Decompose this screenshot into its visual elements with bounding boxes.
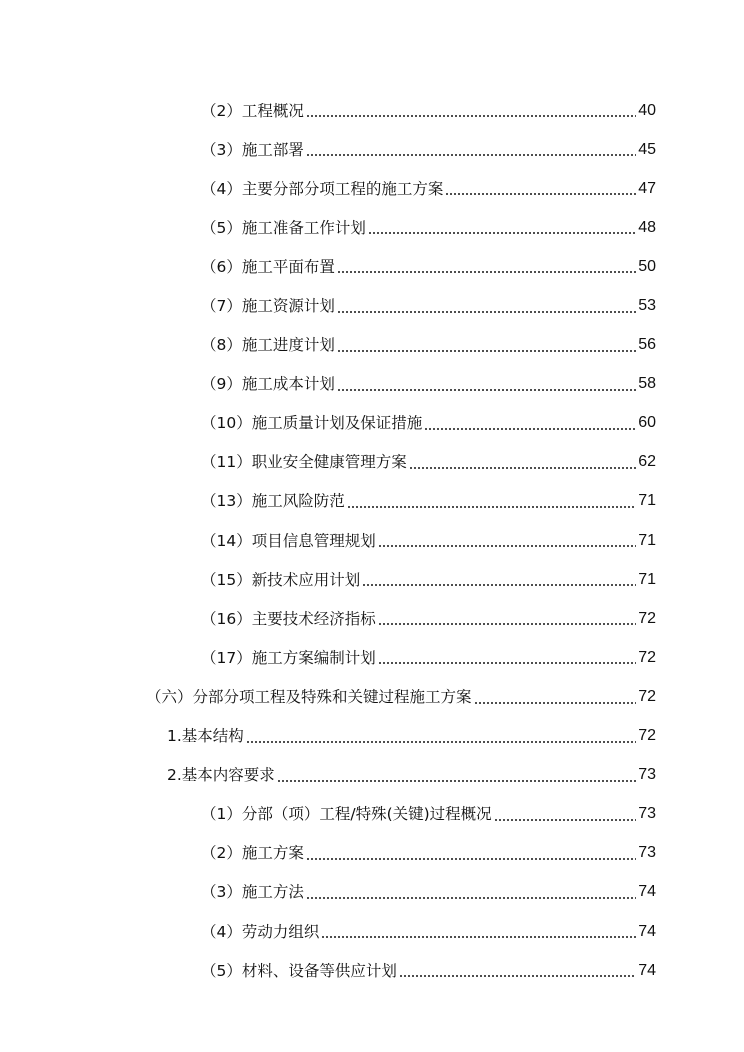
toc-entry[interactable] <box>0 482 744 521</box>
toc-entry-label: （6）施工平面布置 <box>201 257 335 276</box>
toc-entry[interactable] <box>0 326 744 365</box>
dot-leader <box>337 311 636 313</box>
dot-leader <box>424 428 636 430</box>
dot-leader <box>378 623 636 625</box>
toc-page-number: 73 <box>638 766 656 784</box>
toc-page-number: 56 <box>638 336 656 354</box>
toc-entry[interactable] <box>0 521 744 560</box>
toc-entry-label: （17）施工方案编制计划 <box>201 648 376 667</box>
toc-entry[interactable] <box>0 208 744 247</box>
toc-page-number: 72 <box>638 609 656 627</box>
dot-leader <box>337 350 636 352</box>
toc-entry[interactable] <box>0 873 744 912</box>
dot-leader <box>321 936 636 938</box>
toc-page-number: 45 <box>638 140 656 158</box>
dot-leader <box>445 193 636 195</box>
toc-entry-label: 1.基本结构 <box>167 727 244 746</box>
toc-entry[interactable] <box>0 951 744 990</box>
toc-entry-label: 2.基本内容要求 <box>167 766 275 785</box>
toc-entry-label: （11）职业安全健康管理方案 <box>201 453 407 472</box>
toc-page-number: 71 <box>638 570 656 588</box>
toc-entry-label: （4）主要分部分项工程的施工方案 <box>201 179 444 198</box>
toc-entry[interactable] <box>0 247 744 286</box>
toc-entry[interactable] <box>0 404 744 443</box>
toc-subsection-entry[interactable] <box>0 756 744 795</box>
toc-entry-label: （六）分部分项工程及特殊和关键过程施工方案 <box>146 687 472 706</box>
toc-entry[interactable] <box>0 795 744 834</box>
dot-leader <box>306 154 636 156</box>
toc-entry[interactable] <box>0 638 744 677</box>
toc-entry-label: （16）主要技术经济指标 <box>201 609 376 628</box>
toc-entry-label: （9）施工成本计划 <box>201 375 335 394</box>
toc-page-number: 72 <box>638 687 656 705</box>
toc-page-number: 71 <box>638 492 656 510</box>
toc-entry[interactable] <box>0 599 744 638</box>
toc-entry[interactable] <box>0 365 744 404</box>
dot-leader <box>306 858 636 860</box>
dot-leader <box>337 389 636 391</box>
toc-entry-label: （7）施工资源计划 <box>201 297 335 316</box>
toc-page-number: 48 <box>638 218 656 236</box>
toc-page-number: 72 <box>638 648 656 666</box>
dot-leader <box>306 897 636 899</box>
dot-leader <box>306 115 636 117</box>
toc-entry-label: （8）施工进度计划 <box>201 336 335 355</box>
dot-leader <box>378 545 636 547</box>
dot-leader <box>337 271 636 273</box>
toc-page-number: 40 <box>638 101 656 119</box>
toc-entry-label: （1）分部（项）工程/特殊(关键)过程概况 <box>201 805 492 824</box>
toc-page-number: 74 <box>638 922 656 940</box>
toc-entry-label: （2）施工方案 <box>201 844 304 863</box>
toc-page-number: 50 <box>638 257 656 275</box>
toc-entry-label: （4）劳动力组织 <box>201 922 320 941</box>
toc-entry-label: （2）工程概况 <box>201 101 304 120</box>
toc-page-number: 71 <box>638 531 656 549</box>
dot-leader <box>399 975 636 977</box>
dot-leader <box>474 702 637 704</box>
dot-leader <box>409 467 636 469</box>
toc-section-heading[interactable] <box>0 677 744 716</box>
toc-entry-label: （15）新技术应用计划 <box>201 570 361 589</box>
toc-entry[interactable] <box>0 91 744 130</box>
toc-entry-label: （3）施工方法 <box>201 883 304 902</box>
toc-page-number: 73 <box>638 805 656 823</box>
toc-entry-label: （10）施工质量计划及保证措施 <box>201 414 423 433</box>
toc-entry[interactable] <box>0 130 744 169</box>
toc-entry-label: （14）项目信息管理规划 <box>201 531 376 550</box>
dot-leader <box>494 819 637 821</box>
toc-page-number: 60 <box>638 414 656 432</box>
table-of-contents <box>0 91 744 990</box>
toc-entry[interactable] <box>0 560 744 599</box>
toc-entry-label: （3）施工部署 <box>201 140 304 159</box>
toc-page-number: 74 <box>638 883 656 901</box>
toc-page-number: 72 <box>638 727 656 745</box>
toc-page-number: 73 <box>638 844 656 862</box>
toc-page-number: 58 <box>638 375 656 393</box>
toc-entry[interactable] <box>0 286 744 325</box>
toc-entry-label: （5）施工准备工作计划 <box>201 218 366 237</box>
dot-leader <box>378 662 636 664</box>
dot-leader <box>368 232 636 234</box>
toc-entry[interactable] <box>0 912 744 951</box>
dot-leader <box>246 741 636 743</box>
toc-entry-label: （13）施工风险防范 <box>201 492 345 511</box>
toc-page-number: 62 <box>638 453 656 471</box>
toc-page-number: 53 <box>638 297 656 315</box>
toc-subsection-entry[interactable] <box>0 717 744 756</box>
toc-page-number: 74 <box>638 961 656 979</box>
toc-entry[interactable] <box>0 834 744 873</box>
toc-page-number: 47 <box>638 179 656 197</box>
dot-leader <box>347 506 636 508</box>
toc-entry[interactable] <box>0 169 744 208</box>
dot-leader <box>362 584 636 586</box>
toc-entry-label: （5）材料、设备等供应计划 <box>201 961 397 980</box>
toc-entry[interactable] <box>0 443 744 482</box>
dot-leader <box>277 780 636 782</box>
